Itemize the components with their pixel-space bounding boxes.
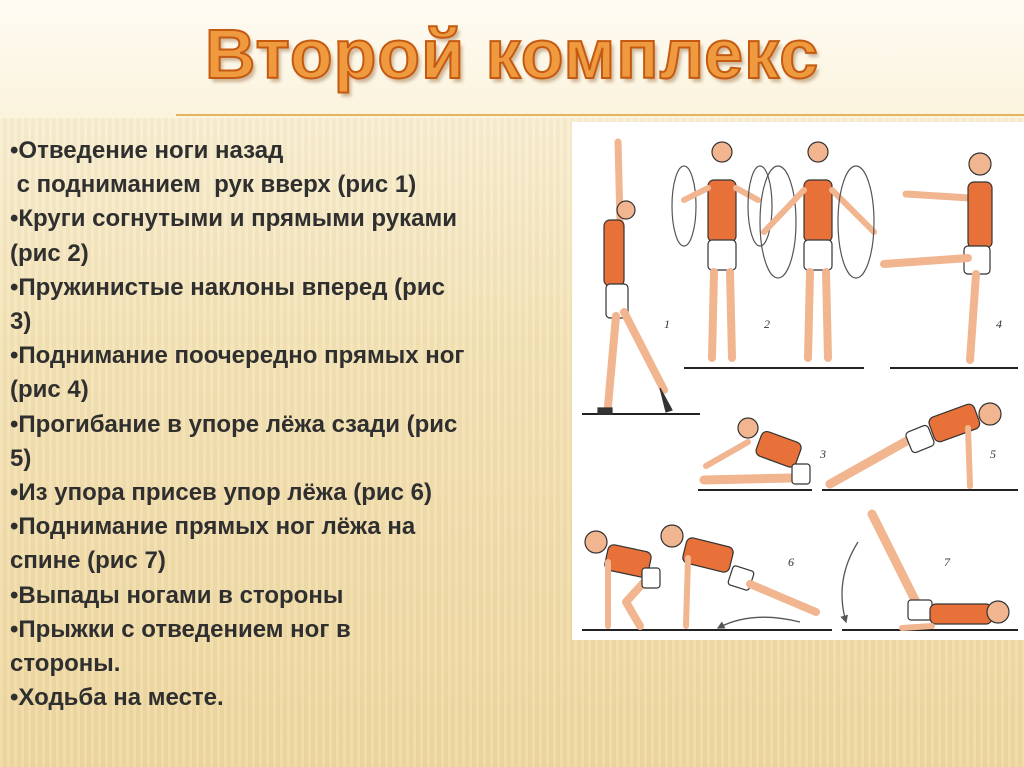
figure-number: 4 (996, 317, 1002, 331)
figure-number: 3 (820, 447, 826, 461)
figure-number: 5 (990, 447, 996, 461)
exercise-line: спине (рис 7) (10, 547, 166, 575)
exercise-list (10, 134, 560, 715)
figure-number: 6 (788, 555, 794, 569)
exercise-line: •Круги согнутыми и прямыми руками (10, 205, 457, 233)
figure-4 (884, 153, 992, 360)
floor-lines (582, 368, 1018, 630)
exercise-line: •Из упора присев упор лёжа (рис 6) (10, 479, 432, 507)
exercise-line: •Поднимание прямых ног лёжа на (10, 513, 416, 541)
exercise-line: 5) (10, 444, 32, 472)
figure-1 (598, 142, 672, 414)
title-divider (176, 114, 1024, 116)
exercise-line: с подниманием рук вверх (рис 1) (10, 171, 417, 199)
figure-7 (842, 514, 1009, 628)
exercise-line: •Пружинистые наклоны вперед (рис (10, 273, 445, 301)
figure-number: 1 (664, 317, 670, 331)
exercise-line: •Прогибание в упоре лёжа сзади (рис (10, 410, 458, 438)
exercise-line: (рис 4) (10, 376, 89, 404)
figure-6 (585, 525, 816, 628)
exercise-line: •Поднимание поочередно прямых ног (10, 342, 465, 370)
exercise-figures (572, 122, 1024, 640)
exercise-line: •Прыжки с отведением ног в (10, 615, 351, 643)
figure-2 (672, 142, 874, 358)
figure-number: 2 (764, 317, 770, 331)
figure-3 (704, 418, 810, 484)
figure-number: 7 (944, 555, 950, 569)
exercise-line: (рис 2) (10, 239, 89, 267)
exercise-line: стороны. (10, 650, 121, 678)
exercise-line: •Отведение ноги назад (10, 137, 284, 164)
exercise-illustration (572, 122, 1024, 640)
exercise-line: •Выпады ногами в стороны (10, 581, 344, 609)
exercise-line: 3) (10, 308, 32, 336)
figure-5 (830, 403, 1001, 486)
exercise-line: •Ходьба на месте. (10, 684, 224, 712)
slide-title: Второй комплекс (204, 15, 820, 93)
